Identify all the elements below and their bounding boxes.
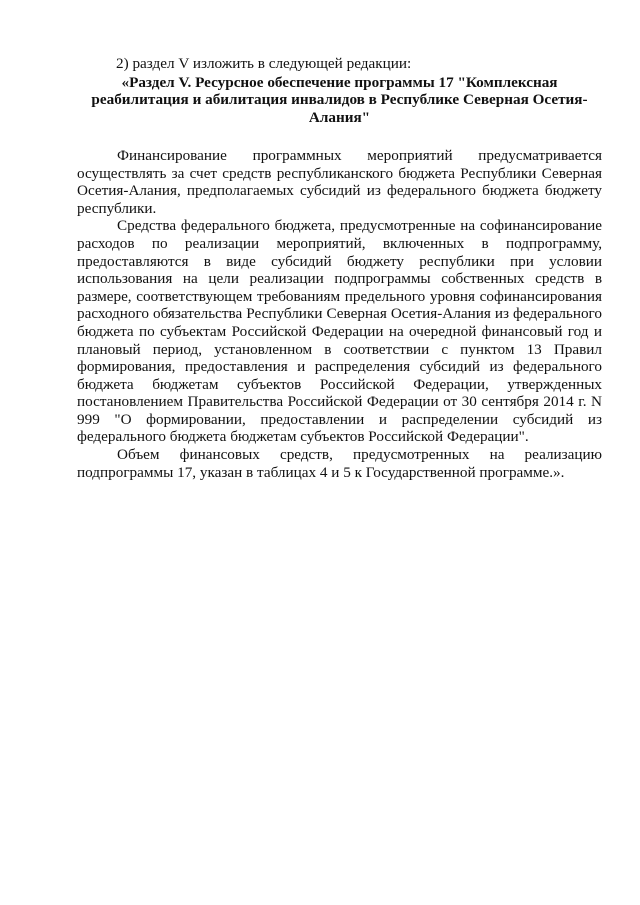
paragraph-federal-funds: Средства федерального бюджета, предусмотренные на софинансирование расходов по реализации мероприятий, включенных в подпрограмму, предоставляются в виде субсидий бюджету республики при условии использования на цели реализации подпрограммы собственных средств в размере, соответствующем требованиям предельного уровня софинансирования расходного обязательства Республики Северная Осетия-Алания из федерального бюджета по субъектам Российской Федерации на очередной финансовый год и плановый период, установленном в соответствии с пунктом 13 Правил формирования, предоставления и распределения субсидий из федерального бюджета бюджетам субъектов Российской Федерации, утвержденных постановлением Правительства Российской Федерации от 30 сентября 2014 г. N 999 "О формировании, предоставлении и распределении субсидий из федерального бюджета бюджетам субъектов Российской Федерации". bbox=[77, 217, 602, 446]
heading-spacer bbox=[77, 127, 602, 147]
amendment-intro-line: 2) раздел V изложить в следующей редакции: bbox=[116, 55, 412, 72]
document-page bbox=[77, 55, 602, 481]
paragraph-volume: Объем финансовых средств, предусмотренных на реализацию подпрограммы 17, указан в таблицах 4 и 5 к Государственной программе.». bbox=[77, 446, 602, 481]
paragraph-financing: Финансирование программных мероприятий предусматривается осуществлять за счет средств республиканского бюджета Республики Северная Осетия-Алания, предполагаемых субсидий из федерального бюджета бюджету республики. bbox=[77, 146, 602, 217]
section-heading: «Раздел V. Ресурсное обеспечение программы 17 "Комплексная реабилитация и абилитация инвалидов в Республике Северная Осетия-Алания" bbox=[91, 73, 588, 127]
